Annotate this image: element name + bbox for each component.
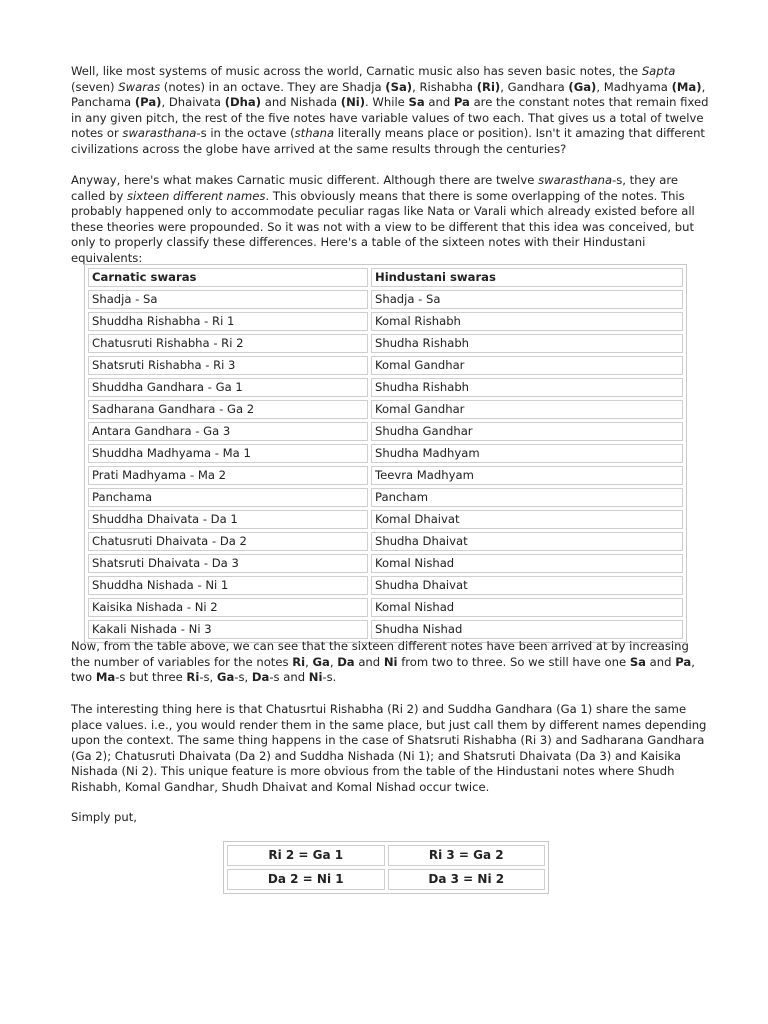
bold-ga: Ga [216,670,235,685]
table-row [88,554,683,573]
table-row [88,422,683,441]
hindustani-cell: Komal Nishad [371,598,683,617]
carnatic-cell: Chatusruti Dhaivata - Da 2 [88,532,368,551]
bold-ma: (Ma) [671,79,702,94]
carnatic-cell: Shatsruti Rishabha - Ri 3 [88,356,368,375]
text-run: and [354,654,384,669]
bold-da: Da [251,670,270,685]
carnatic-cell: Chatusruti Rishabha - Ri 2 [88,334,368,353]
simply-put-text: Simply put, [71,810,137,824]
bold-da: Da [337,654,355,669]
emphasis-sixteen-names: sixteen different names [127,188,266,203]
equivalence-cell: Ri 3 = Ga 2 [388,845,546,866]
hindustani-cell: Shudha Madhyam [371,444,683,463]
hindustani-cell: Komal Rishabh [371,312,683,331]
equivalence-table [223,841,549,894]
table-row [88,532,683,551]
table-row [88,356,683,375]
carnatic-cell: Panchama [88,488,368,507]
hindustani-cell: Komal Gandhar [371,400,683,419]
table-row [227,845,545,866]
header-carnatic: Carnatic swaras [88,268,368,287]
text-run: , Rishabha [412,79,477,94]
variables-paragraph [71,639,711,686]
bold-ni: Ni [383,654,398,669]
hindustani-cell: Shadja - Sa [371,290,683,309]
bold-ni: Ni [308,670,323,685]
emphasis-swarasthana: swarasthana [538,173,613,187]
text-run: , [305,654,313,669]
bold-ga: Ga [312,654,330,669]
hindustani-cell: Teevra Madhyam [371,466,683,485]
hindustani-cell: Shudha Rishabh [371,378,683,397]
bold-pa: Pa [675,654,692,669]
bold-ma: Ma [95,670,116,685]
bold-sa: Sa [408,95,425,110]
text-run: (notes) in an octave. They are Shadja [160,79,386,94]
text-run: Now, from the table above, we can see that the sixteen different notes have been arrived at by increasing the number of variables for the notes [71,639,689,669]
carnatic-cell: Antara Gandhara - Ga 3 [88,422,368,441]
bold-ri: Ri [186,670,200,685]
emphasis-sapta: Sapta [641,64,676,78]
carnatic-cell: Shadja - Sa [88,290,368,309]
table-row [88,488,683,507]
overlap-paragraph: The interesting thing here is that Chatusrtui Rishabha (Ri 2) and Suddha Gandhara (Ga 1) share the same place values. i.e., you would render them in the same place, but just call them by different names depending upon the context. The same thing happens in the case of Shatsruti Rishabha (Ri 3) and Sadharana Gandhara (Ga 2); Chatusruti Dhaivata (Da 2) and Suddha Nishada (Ni 1); and Shatsruti Dhaivata (Da 3) and Kaisika Nishada (Ni 2). This unique feature is more obvious from the table of the Hindustani notes where Shudh Rishabh, Komal Gandhar, Shudh Dhaivat and Komal Nishad occur twice. [71,702,707,794]
text-run: , two [71,654,695,685]
table-row [88,466,683,485]
bold-ri: Ri [292,654,306,669]
text-run: -s and [269,670,309,685]
text-run: and [424,95,454,110]
carnatic-cell: Kaisika Nishada - Ni 2 [88,598,368,617]
text-run: literally means place or position). Isn't it amazing that different civilizations across the globe have arrived at the same results through the centuries? [71,126,705,156]
bold-sa: Sa [629,654,646,669]
table-row [88,598,683,617]
hindustani-cell: Shudha Rishabh [371,334,683,353]
text-run: -s, [234,670,252,685]
text-run: . While [365,95,409,110]
carnatic-cell: Shuddha Madhyama - Ma 1 [88,444,368,463]
text-run: (seven) [71,79,119,94]
table-header-row [88,268,683,287]
emphasis-sthana: sthana [294,126,335,141]
text-run: are the constant notes that remain fixed in any given pitch, the rest of the five notes have variable values of two each. That gives us a total of twelve notes or [71,95,709,141]
text-run: -s in the octave ( [196,126,295,141]
swaras-table [84,264,687,643]
table-row [227,869,545,890]
table-row [88,378,683,397]
bold-dha: (Dha) [224,95,262,110]
text-run: , Gandhara [500,79,569,94]
carnatic-cell: Shuddha Dhaivata - Da 1 [88,510,368,529]
carnatic-cell: Shuddha Gandhara - Ga 1 [88,378,368,397]
carnatic-cell: Prati Madhyama - Ma 2 [88,466,368,485]
equivalence-cell: Ri 2 = Ga 1 [227,845,385,866]
bold-ga: (Ga) [568,79,597,94]
hindustani-cell: Komal Dhaivat [371,510,683,529]
table-row [88,290,683,309]
difference-paragraph [71,173,711,267]
table-row [88,312,683,331]
bold-sa: (Sa) [385,79,413,94]
table-row [88,334,683,353]
table-row [88,444,683,463]
text-run: -s. [322,670,337,685]
carnatic-cell: Shatsruti Dhaivata - Da 3 [88,554,368,573]
bold-ni: (Ni) [340,95,366,110]
text-run: . This obviously means that there is some overlapping of the notes. This probably happened only to accommodate peculiar ragas like Nata or Varali which already existed before all these theories were propounded. So it was not with a view to be different that this idea was conceived, but only to properly classify these differences. Here's a table of the sixteen notes with their Hindustani equivalents: [71,188,695,265]
emphasis-swaras: Swaras [118,79,161,94]
table-row [88,400,683,419]
hindustani-cell: Komal Nishad [371,554,683,573]
text-run: , Panchama [71,79,706,110]
bold-ri: (Ri) [476,79,501,94]
intro-paragraph [71,64,711,158]
carnatic-cell: Shuddha Nishada - Ni 1 [88,576,368,595]
hindustani-cell: Shudha Gandhar [371,422,683,441]
table-row [88,620,683,639]
carnatic-cell: Shuddha Rishabha - Ri 1 [88,312,368,331]
text-run: and [646,654,676,669]
hindustani-cell: Shudha Dhaivat [371,532,683,551]
carnatic-cell: Kakali Nishada - Ni 3 [88,620,368,639]
carnatic-cell: Sadharana Gandhara - Ga 2 [88,400,368,419]
text-run: and Nishada [261,95,341,110]
hindustani-cell: Komal Gandhar [371,356,683,375]
header-hindustani: Hindustani swaras [371,268,683,287]
equivalence-cell: Da 2 = Ni 1 [227,869,385,890]
table-row [88,576,683,595]
text-run: -s but three [115,670,187,685]
text-run: , [329,654,338,669]
text-run: from two to three. So we still have one [397,654,630,669]
text-run: Well, like most systems of music across the world, Carnatic music also has seven basic notes, the [71,64,642,78]
text-run: -s, [199,670,217,685]
equivalence-cell: Da 3 = Ni 2 [388,869,546,890]
hindustani-cell: Pancham [371,488,683,507]
hindustani-cell: Shudha Nishad [371,620,683,639]
text-run: -s, they are called by [71,173,678,203]
bold-pa: Pa [453,95,470,110]
text-run: Anyway, here's what makes Carnatic music different. Although there are twelve [71,173,539,187]
hindustani-cell: Shudha Dhaivat [371,576,683,595]
emphasis-swarasthana: swarasthana [122,126,197,141]
bold-pa: (Pa) [134,95,162,110]
text-run: , Madhyama [596,79,672,94]
text-run: , Dhaivata [161,95,225,110]
table-row [88,510,683,529]
